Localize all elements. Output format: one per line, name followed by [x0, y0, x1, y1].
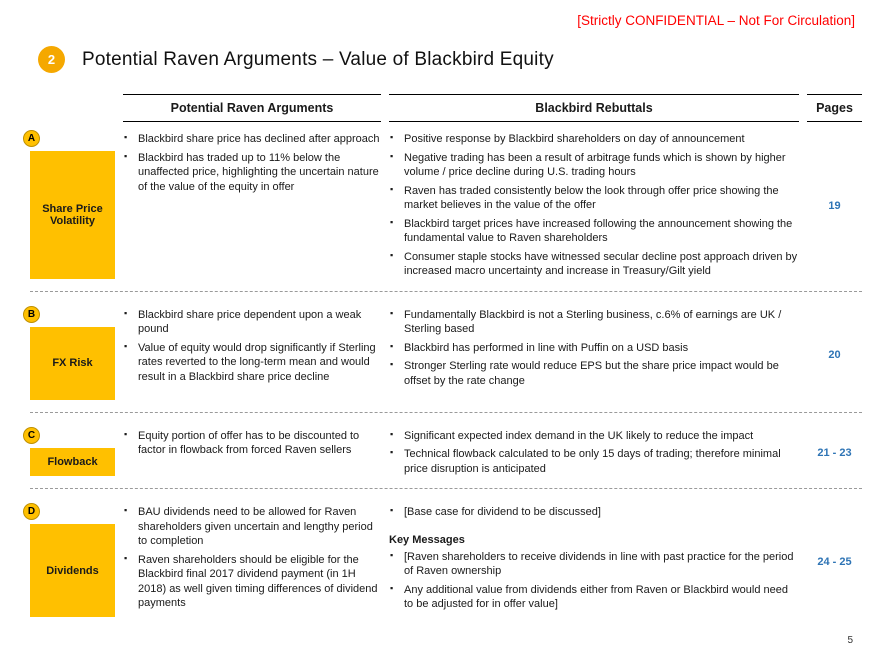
key-message-item: ▪ [Raven shareholders to receive dividends in line with past practice for the period of Raven ownership — [389, 550, 799, 579]
table-row-dividends — [27, 495, 862, 625]
rebuttal-item: ▪ Raven has traded consistently below the look through offer price showing the market believes in the value of the offer — [389, 184, 799, 213]
rebuttal-item: ▪ Blackbird target prices have increased following the announcement showing the fundamental value to Raven shareholders — [389, 217, 799, 246]
key-message-item: ▪ Any additional value from dividends either from Raven or Blackbird would need to be adjusted for in offer value] — [389, 583, 799, 612]
argument-item: ▪ Equity portion of offer has to be discounted to factor in flowback from forced Raven sellers — [123, 429, 381, 458]
key-messages-heading: Key Messages — [389, 533, 465, 546]
rebuttal-item: ▪ Stronger Sterling rate would reduce EPS but the share price impact would be offset by the rate change — [389, 359, 799, 388]
row-label-cell — [27, 503, 115, 621]
row-separator — [30, 291, 862, 292]
rebuttals-cell — [389, 503, 799, 621]
rebuttal-item: ▪ Negative trading has been a result of arbitrage funds which is shown by higher volume / price decline during U.S. trading hours — [389, 151, 799, 180]
column-header-arguments: Potential Raven Arguments — [123, 94, 381, 122]
row-label-fx-risk: FX Risk — [30, 327, 115, 400]
row-letter-badge-b: B — [23, 306, 40, 323]
arguments-table — [27, 94, 862, 625]
row-letter-badge-c: C — [23, 427, 40, 444]
row-label-cell — [27, 427, 115, 481]
arguments-list — [123, 308, 381, 404]
row-separator — [30, 412, 862, 413]
rebuttal-item: ▪ Significant expected index demand in the UK likely to reduce the impact — [389, 429, 799, 444]
row-letter-badge-a: A — [23, 130, 40, 147]
title-row — [38, 46, 554, 73]
table-row-flowback — [27, 419, 862, 485]
rebuttals-list — [389, 429, 799, 481]
argument-item: ▪ Blackbird share price dependent upon a weak pound — [123, 308, 381, 337]
key-messages-list — [389, 550, 799, 612]
argument-item: ▪ BAU dividends need to be allowed for Raven shareholders given uncertain and lengthy period to completion — [123, 505, 381, 549]
row-letter-badge-d: D — [23, 503, 40, 520]
column-header-rebuttals: Blackbird Rebuttals — [389, 94, 799, 122]
row-label-dividends: Dividends — [30, 524, 115, 617]
table-row-share-price-volatility — [27, 122, 862, 287]
rebuttals-list — [389, 132, 799, 283]
argument-item: ▪ Blackbird share price has declined after approach — [123, 132, 381, 147]
row-label-cell — [27, 306, 115, 404]
rebuttals-list — [389, 308, 799, 404]
table-row-fx-risk — [27, 298, 862, 408]
page-number: 5 — [847, 635, 853, 646]
pages-value: 24 - 25 — [817, 556, 852, 569]
column-header-pages: Pages — [807, 94, 862, 122]
pages-value: 21 - 23 — [817, 447, 852, 460]
row-label-share-price-volatility: Share Price Volatility — [30, 151, 115, 279]
rebuttal-item: ▪ Blackbird has performed in line with Puffin on a USD basis — [389, 341, 799, 356]
slide-section-badge: 2 — [38, 46, 65, 73]
row-separator — [30, 488, 862, 489]
confidential-banner: [Strictly CONFIDENTIAL – Not For Circulation] — [577, 13, 855, 28]
arguments-list — [123, 505, 381, 621]
argument-item: ▪ Raven shareholders should be eligible for the Blackbird final 2017 dividend payment (in 1H 2018) as well given timing differences of dividend payments — [123, 553, 381, 611]
row-label-cell — [27, 130, 115, 283]
arguments-list — [123, 429, 381, 481]
rebuttal-item: ▪ Fundamentally Blackbird is not a Sterling business, c.6% of earnings are UK / Sterling based — [389, 308, 799, 337]
page-title: Potential Raven Arguments – Value of Blackbird Equity — [82, 48, 554, 70]
rebuttal-item: ▪ [Base case for dividend to be discussed] — [389, 505, 799, 520]
rebuttal-item: ▪ Consumer staple stocks have witnessed secular decline post approach driven by increased macro uncertainty and increase in Treasury/Gilt yield — [389, 250, 799, 279]
arguments-list — [123, 132, 381, 283]
rebuttal-item: ▪ Positive response by Blackbird shareholders on day of announcement — [389, 132, 799, 147]
pages-value: 19 — [828, 200, 841, 213]
argument-item: ▪ Blackbird has traded up to 11% below the unaffected price, highlighting the uncertain nature of the value of the equity in offer — [123, 151, 381, 195]
table-header-row — [30, 94, 862, 122]
rebuttal-item: ▪ Technical flowback calculated to be only 15 days of trading; therefore minimal price disruption is anticipated — [389, 447, 799, 476]
rebuttals-list — [389, 505, 799, 520]
row-label-flowback: Flowback — [30, 448, 115, 477]
header-spacer — [30, 94, 115, 122]
argument-item: ▪ Value of equity would drop significantly if Sterling rates reverted to the long-term mean and would result in a Blackbird share price decline — [123, 341, 381, 385]
pages-value: 20 — [828, 348, 841, 361]
